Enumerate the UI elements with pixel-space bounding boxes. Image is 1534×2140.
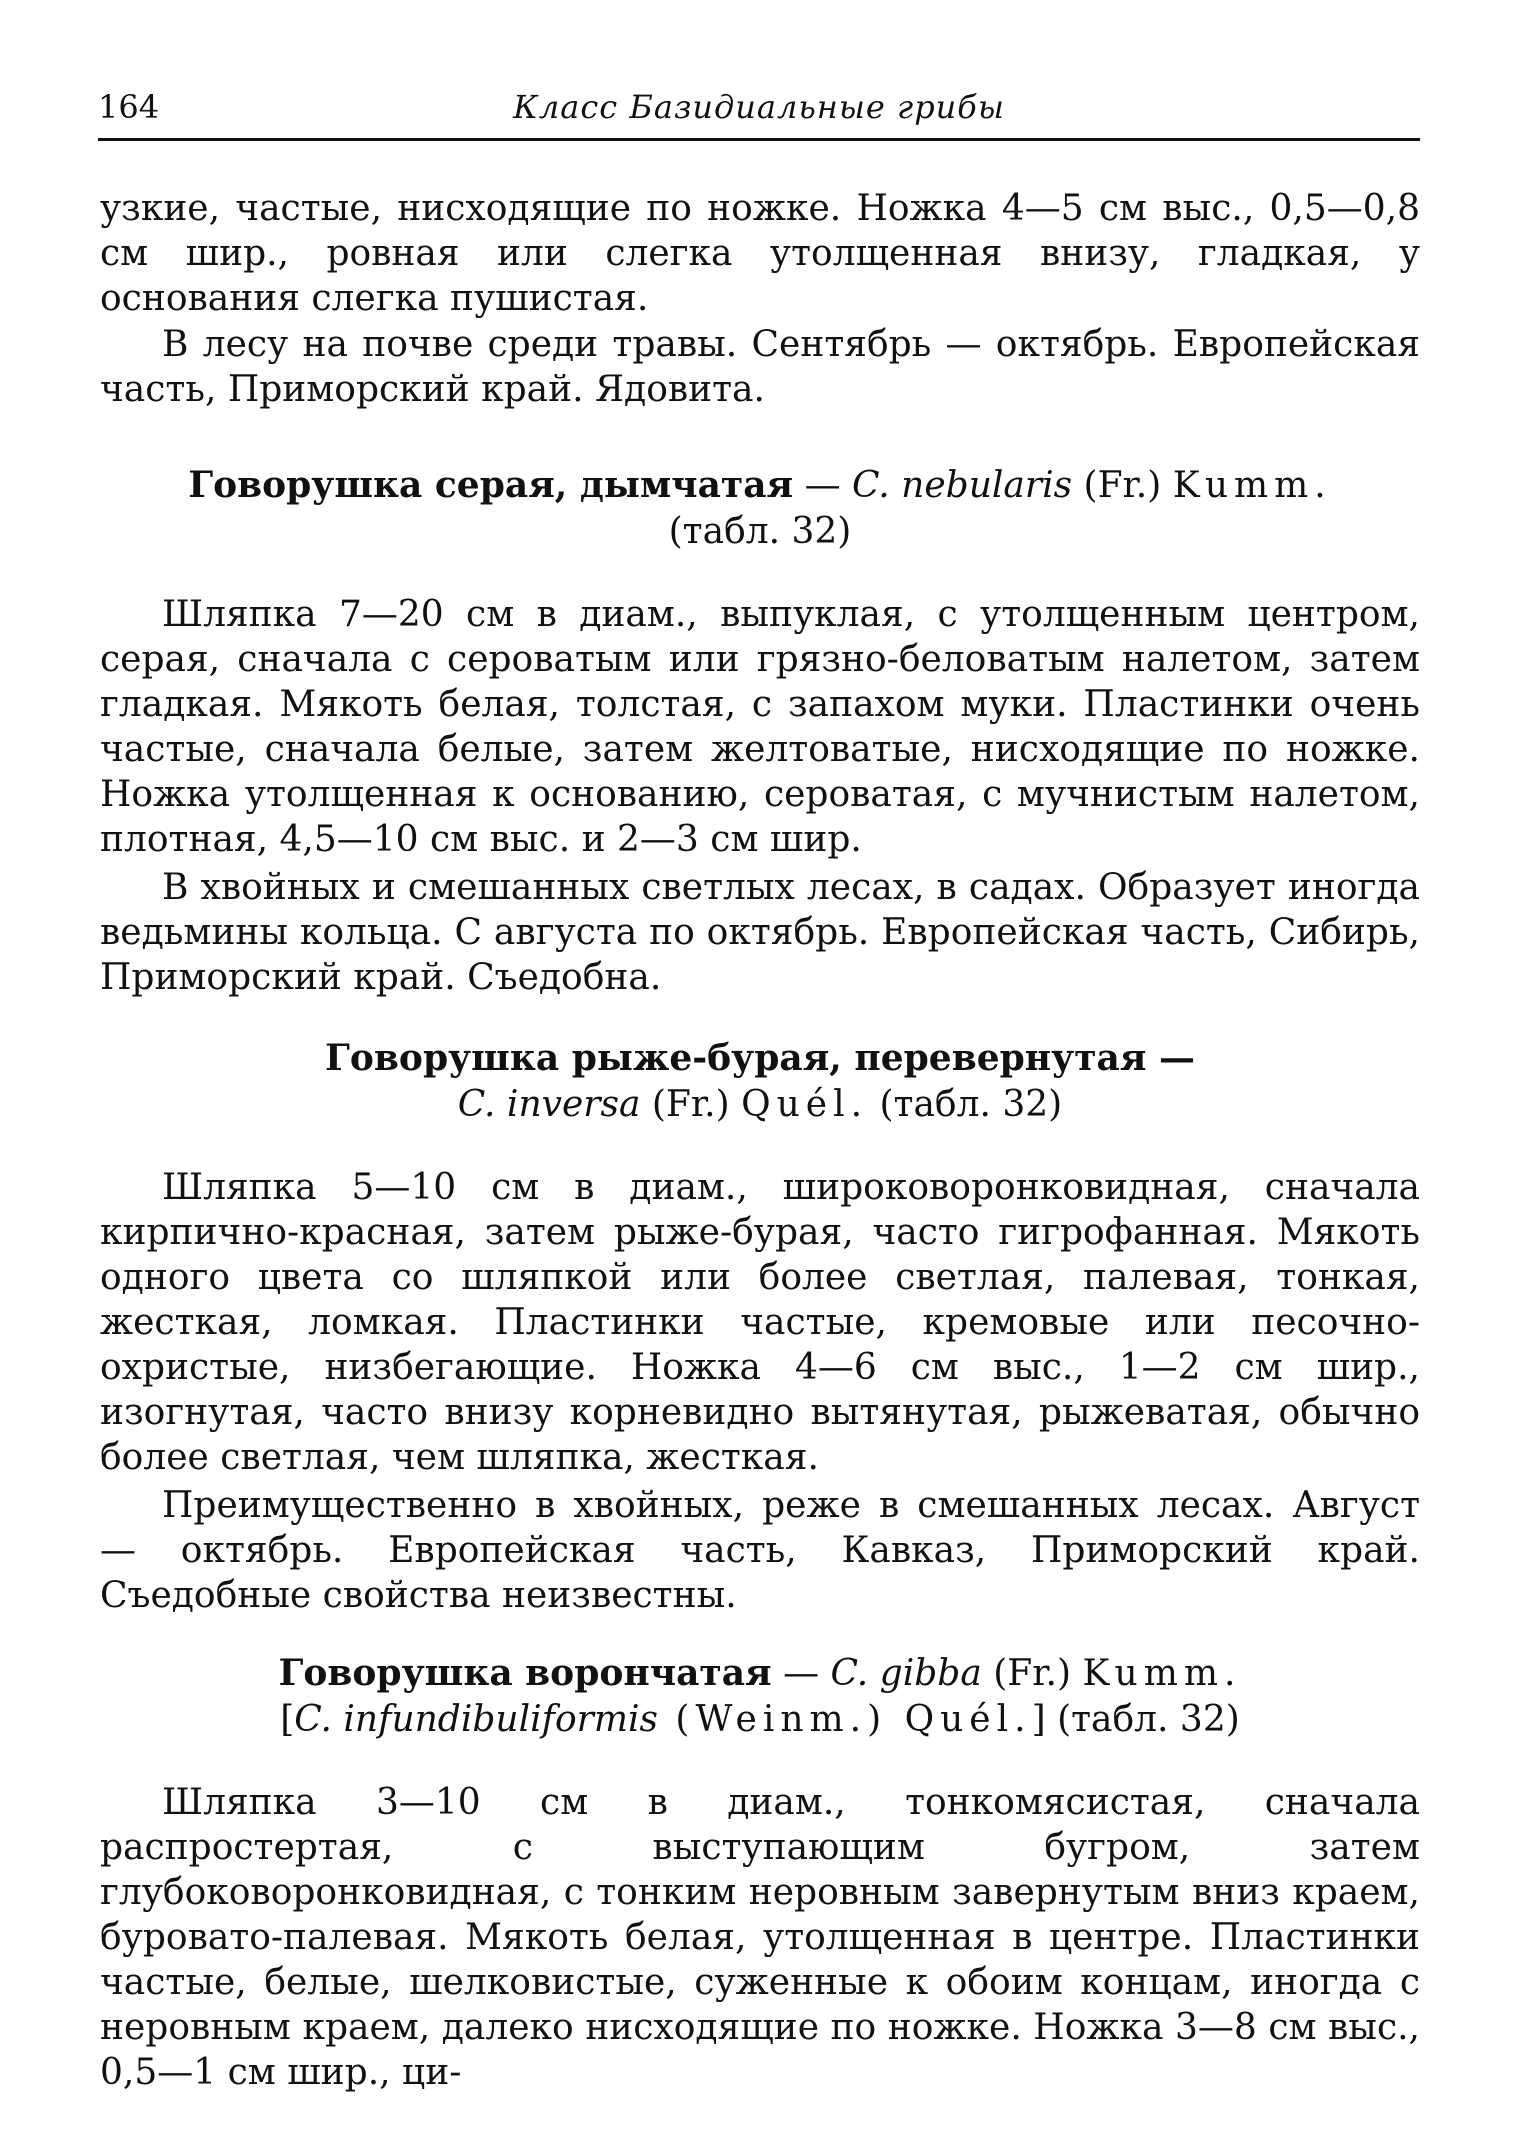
habitat-inversa: Преимущественно в хвойных, реже в смешанных лесах. Август — октябрь. Европейская часть, Кавказ, Приморский край. Съедобные свойства неизвестны. (100, 1485, 1420, 1616)
author: Kumm. (1082, 1653, 1242, 1694)
description-inversa: Шляпка 5—10 см в диам., широковоронковидная, сначала кирпично-красная, затем рыже-бурая, часто гигрофанная. Мякоть одного цвета со шляпкой или более светлая, палевая, тонкая, жесткая, ломкая. Пластинки частые, кремовые или песочно-охристые, низбегающие. Ножка 4—6 см выс., 1—2 см шир., изогнутая, часто внизу корневидно вытянутая, рыжеватая, обычно более светлая, чем шляпка, жесткая. (100, 1167, 1420, 1478)
synonym-author: Quél. (904, 1699, 1032, 1740)
table-ref: (табл. 32) (668, 511, 852, 552)
latin-name: C. inversa (457, 1084, 641, 1125)
page-header (98, 88, 1420, 141)
habitat-nebularis: В хвойных и смешанных светлых лесах, в садах. Образует иногда ведьмины кольца. С августа по октябрь. Европейская часть, Сибирь, Приморский край. Съедобна. (100, 867, 1420, 998)
latin-name: C. gibba (830, 1653, 982, 1694)
synonym-latin-name: C. infundibuliformis (294, 1699, 658, 1740)
paragraph-continuation: узкие, частые, нисходящие по ножке. Ножка 4—5 см выс., 0,5—0,8 см шир., ровная или слегка утолщенная внизу, гладкая, у основания слегка пушистая. (100, 188, 1420, 319)
table-ref: (табл. 32) (868, 1084, 1063, 1125)
species-name: Говорушка серая, дымчатая (188, 464, 794, 506)
description-gibba: Шляпка 3—10 см в диам., тонкомясистая, сначала распростертая, с выступающим бугром, затем глубоковоронковидная, с тонким неровным завернутым вниз краем, буровато-палевая. Мякоть белая, утолщенная в центре. Пластинки частые, белые, шелковистые, суженные к обоим концам, иногда с неровным краем, далеко нисходящие по ножке. Ножка 3—8 см выс., 0,5—1 см шир., ци- (100, 1782, 1420, 2093)
page-number: 164 (98, 88, 160, 126)
species-name: Говорушка ворончатая (278, 1652, 772, 1694)
paragraph-habitat-prev: В лесу на почве среди травы. Сентябрь — октябрь. Европейская часть, Приморский край. Ядовита. (100, 324, 1420, 410)
species-name: Говорушка рыже-бурая, перевернутая — (325, 1037, 1195, 1079)
author: Quél. (741, 1084, 869, 1125)
species-heading-nebularis: Говорушка серая, дымчатая — C. nebularis (Fr.) Kumm. (табл. 32) (188, 464, 1332, 552)
species-heading-gibba: Говорушка ворончатая — C. gibba (Fr.) Kumm. [C. infundibuliformis (Weinm.) Quél.] (табл. 32) (278, 1652, 1242, 1740)
latin-name: C. nebularis (852, 465, 1073, 506)
species-heading-inversa: Говорушка рыже-бурая, перевернутая — C. inversa (Fr.) Quél. (табл. 32) (325, 1037, 1195, 1125)
table-ref: (табл. 32) (1045, 1699, 1240, 1740)
description-nebularis: Шляпка 7—20 см в диам., выпуклая, с утолщенным центром, серая, сначала с сероватым или грязно-беловатым налетом, затем гладкая. Мякоть белая, толстая, с запахом муки. Пластинки очень частые, сначала белые, затем желтоватые, нисходящие по ножке. Ножка утолщенная к основанию, сероватая, с мучнистым налетом, плотная, 4,5—10 см выс. и 2—3 см шир. (100, 594, 1420, 860)
running-title: Класс Базидиальные грибы (513, 88, 1005, 126)
author: Kumm. (1172, 465, 1332, 506)
